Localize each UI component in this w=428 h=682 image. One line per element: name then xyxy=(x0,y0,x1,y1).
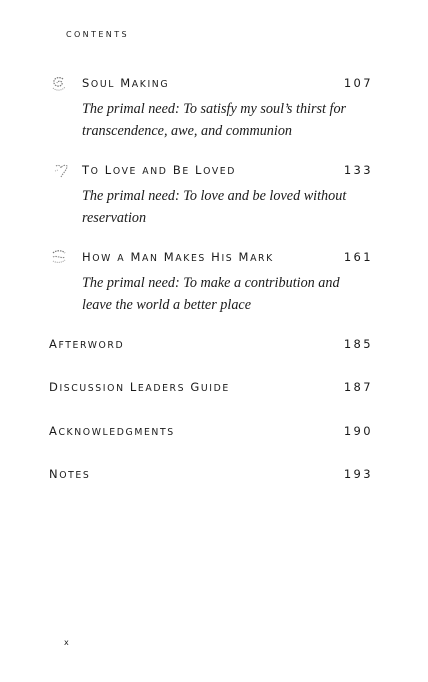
section-title: AFTERWORD xyxy=(49,337,125,351)
toc-entry-how-a-man-makes-his-mark[interactable] xyxy=(0,250,428,313)
section-title: NOTES xyxy=(49,467,91,481)
page-number: 185 xyxy=(343,337,373,351)
chapter-subtitle: The primal need: To satisfy my soul’s thirst for transcendence, awe, and communion xyxy=(82,101,347,139)
page-number: 161 xyxy=(343,250,373,264)
page-number: 193 xyxy=(343,467,373,481)
page-folio: x xyxy=(64,638,69,647)
chapter-subtitle: The primal need: To love and be loved without reservation xyxy=(82,188,347,226)
chapter-title: TO LOVE AND BE LOVED xyxy=(82,163,237,177)
page-number: 107 xyxy=(343,76,373,90)
wave-ornament-icon xyxy=(50,248,68,266)
page-number: 190 xyxy=(343,424,373,438)
toc-entry-soul-making[interactable] xyxy=(0,76,428,139)
heart-ornament-icon xyxy=(52,162,70,180)
page-number: 133 xyxy=(343,163,373,177)
chapter-title: SOUL MAKING xyxy=(82,76,170,90)
section-title: DISCUSSION LEADERS GUIDE xyxy=(49,380,230,394)
chapter-title: HOW A MAN MAKES HIS MARK xyxy=(82,250,274,264)
toc-entry-afterword[interactable] xyxy=(0,337,428,355)
chapter-subtitle: The primal need: To make a contribution and leave the world a better place xyxy=(82,275,340,313)
toc-entry-discussion-leaders-guide[interactable] xyxy=(0,380,428,398)
toc-entry-notes[interactable] xyxy=(0,467,428,485)
section-title: ACKNOWLEDGMENTS xyxy=(49,424,175,438)
toc-entry-acknowledgments[interactable] xyxy=(0,424,428,442)
toc-entry-to-love-and-be-loved[interactable] xyxy=(0,163,428,226)
running-head: CONTENTS xyxy=(66,30,129,39)
swirl-ornament-icon xyxy=(50,75,68,93)
page-number: 187 xyxy=(343,380,373,394)
